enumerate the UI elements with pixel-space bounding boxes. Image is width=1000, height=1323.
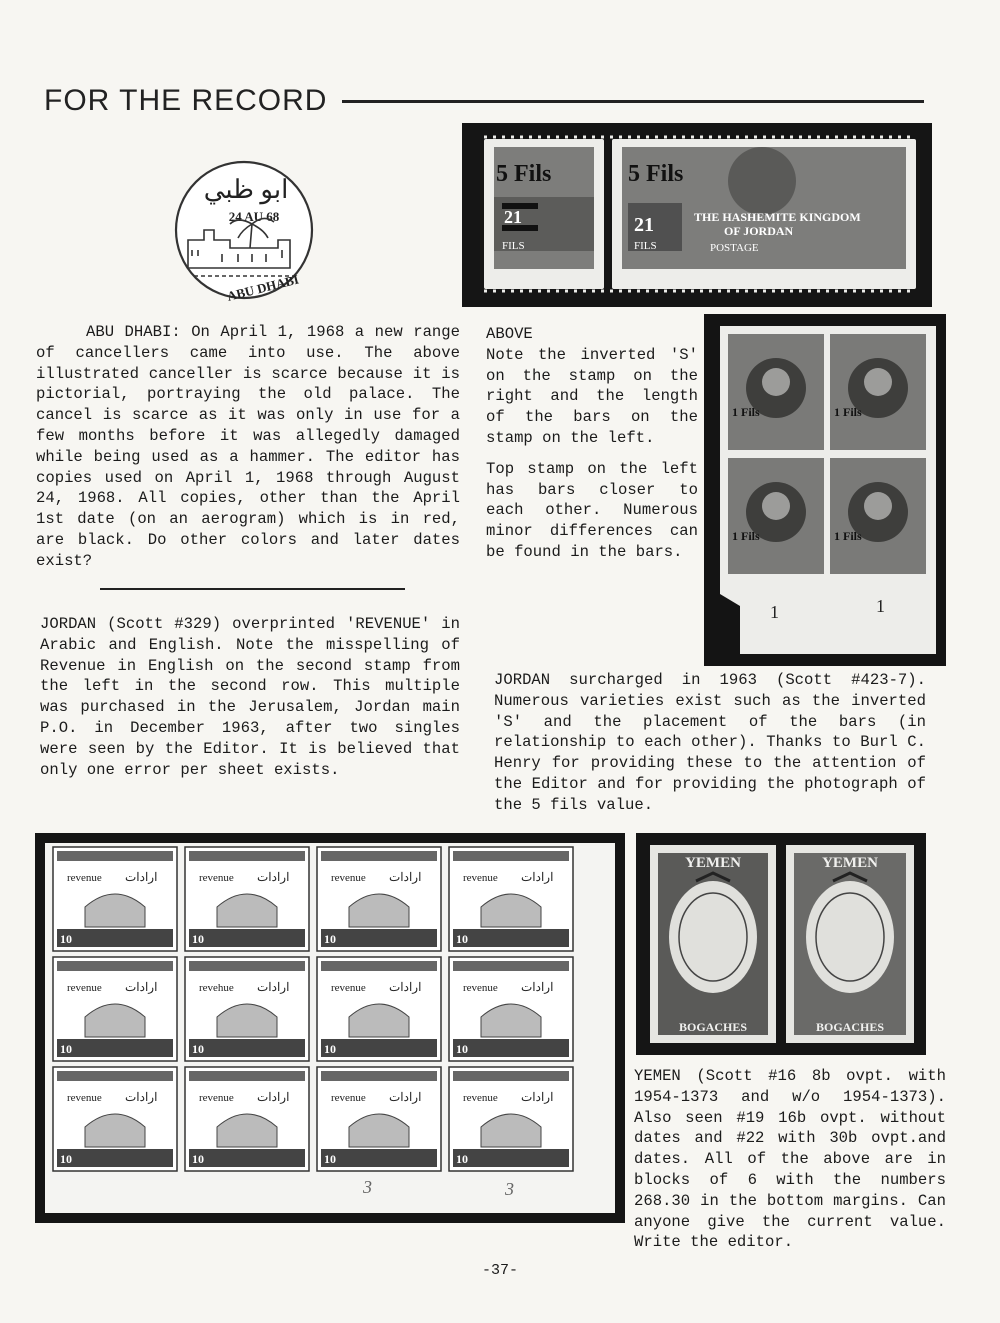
revenue-stamp-value: 10	[192, 1042, 204, 1056]
block-surcharge-2: 1 Fils	[834, 405, 862, 419]
revenue-stamp	[185, 957, 309, 1061]
revenue-overprint-ar: ارادات	[389, 1090, 422, 1104]
abu-dhabi-paragraph: ABU DHABI: On April 1, 1968 a new range of cancellers came into use. The above illustrated canceller is scarce because it is pictorial, portraying the old palace. The cancel is scarce as it was only in use for a few months before it was allegedly damaged while being used as a hammer. The editor has copies used on April 1, 1968 through August 24, 1968. All copies, other than the April 1st date (on an aerogram) which is in red, are black. Do other colors and later dates exist?	[36, 323, 460, 570]
revenue-overprint-en: revehue	[199, 982, 234, 994]
revenue-sheet-drawing	[35, 833, 625, 1223]
revenue-stamp	[185, 847, 309, 951]
revenue-overprint-ar: ارادات	[257, 1090, 290, 1104]
page-number: -37-	[481, 1262, 518, 1279]
right-stamp-value: 21	[634, 214, 654, 236]
revenue-stamp-value: 10	[192, 932, 204, 946]
revenue-stamp	[317, 847, 441, 951]
jordan-block-of-four-photo	[704, 314, 946, 666]
revenue-stamp-value: 10	[324, 1152, 336, 1166]
revenue-stamp-value: 10	[456, 1152, 468, 1166]
revenue-stamp-value: 10	[324, 932, 336, 946]
block-of-four-drawing	[704, 314, 946, 666]
revenue-overprint-ar: ارادات	[521, 1090, 554, 1104]
right-stamp-postage: POSTAGE	[710, 242, 759, 254]
above-caption-para-1: Note the inverted 'S' on the stamp on the right and the length of the bars on the stamp on the left.	[486, 345, 698, 447]
above-caption-heading: ABOVE	[486, 325, 533, 343]
revenue-overprint-en: revenue	[331, 872, 366, 884]
title-rule	[342, 100, 924, 103]
block-surcharge-3: 1 Fils	[732, 529, 760, 543]
cancel-place-text: ABU DHABI	[225, 271, 301, 304]
block-margin-number-1: 1	[770, 602, 779, 622]
left-stamp-currency: FILS	[502, 240, 525, 252]
revenue-stamp	[449, 1067, 573, 1171]
jordan-surcharge-paragraph: JORDAN surcharged in 1963 (Scott #423-7). Numerous varieties exist such as the inverted 'S' and the placement of the bars (in relationship to each other). Thanks to Burl C. Henry for providing these to the attention of the Editor and for providing the photograph of the 5 fils value.	[494, 671, 926, 814]
left-stamp-surcharge: 5 Fils	[496, 161, 552, 187]
revenue-overprint-ar: ارادات	[521, 980, 554, 994]
revenue-stamp	[449, 847, 573, 951]
stamp-pair-drawing	[462, 123, 932, 307]
jordan-revenue-sheet-photo	[35, 833, 625, 1223]
block-margin-number-2: 1	[876, 596, 885, 616]
jordan-surcharge-pair-photo	[462, 123, 932, 307]
cancel-date-text: 24 AU 68	[228, 209, 280, 224]
revenue-overprint-ar: ارادات	[389, 980, 422, 994]
revenue-stamp	[53, 847, 177, 951]
revenue-overprint-ar: ارادات	[125, 1090, 158, 1104]
revenue-stamp	[317, 1067, 441, 1171]
revenue-stamp-value: 10	[60, 932, 72, 946]
revenue-overprint-ar: ارادات	[389, 870, 422, 884]
left-stamp-value: 21	[504, 207, 522, 227]
yemen-stamps-photo	[636, 833, 926, 1055]
yemen-denomination-2: BOGACHES	[815, 1020, 885, 1034]
revenue-stamp-value: 10	[324, 1042, 336, 1056]
revenue-stamp-value: 10	[192, 1152, 204, 1166]
revenue-stamp-value: 10	[60, 1152, 72, 1166]
section-divider	[100, 588, 405, 590]
revenue-stamp	[449, 957, 573, 1061]
page-title: FOR THE RECORD	[44, 84, 328, 117]
revenue-overprint-ar: ارادات	[257, 980, 290, 994]
block-surcharge-4: 1 Fils	[834, 529, 862, 543]
revenue-stamp-value: 10	[60, 1042, 72, 1056]
jordan-revenue-paragraph: JORDAN (Scott #329) overprinted 'REVENUE' in Arabic and English. Note the misspelling of Revenue in English on the second stamp from the left in the second row. This multiple was purchased in the Jerusalem, Jordan main P.O. in December 1963, after two singles were seen by the Editor. It is believed that only one error per sheet exists.	[40, 615, 460, 779]
right-stamp-currency: FILS	[634, 240, 657, 252]
revenue-stamp-value: 10	[456, 1042, 468, 1056]
yemen-stamps-drawing	[636, 833, 926, 1055]
revenue-overprint-ar: ارادات	[125, 980, 158, 994]
right-stamp-surcharge: 5 Fils	[628, 161, 684, 187]
revenue-stamp	[317, 957, 441, 1061]
revenue-overprint-en: revenue	[199, 1092, 234, 1104]
revenue-stamp	[53, 957, 177, 1061]
above-caption-para-2: Top stamp on the left has bars closer to each other. Numerous minor differences can be found in the bars.	[486, 459, 698, 561]
cancel-arabic-text: ابو ظبي	[203, 175, 289, 204]
block-surcharge-1: 1 Fils	[732, 405, 760, 419]
right-stamp-country-1: THE HASHEMITE KINGDOM	[694, 210, 861, 224]
yemen-paragraph: YEMEN (Scott #16 8b ovpt. with 1954-1373 and w/o 1954-1373). Also seen #19 16b ovpt. without dates and #22 with 30b ovpt.and dates. All of the above are in blocks of 6 with the numbers 268.30 in the bottom margins. Can anyone give the current value. Write the editor.	[634, 1067, 946, 1252]
revenue-overprint-en: revenue	[67, 1092, 102, 1104]
above-caption	[486, 324, 698, 563]
yemen-denomination-1: BOGACHES	[678, 1020, 748, 1034]
revenue-margin-mark-2: 3	[505, 1179, 514, 1199]
revenue-stamp-value: 10	[456, 932, 468, 946]
revenue-margin-mark-1: 3	[363, 1177, 372, 1197]
yemen-country-1: YEMEN	[685, 855, 741, 871]
revenue-overprint-en: revenue	[331, 1092, 366, 1104]
revenue-overprint-ar: ارادات	[125, 870, 158, 884]
revenue-overprint-en: revenue	[331, 982, 366, 994]
yemen-country-2: YEMEN	[822, 855, 878, 871]
revenue-overprint-en: revenue	[67, 872, 102, 884]
revenue-overprint-ar: ارادات	[521, 870, 554, 884]
revenue-overprint-en: revenue	[67, 982, 102, 994]
revenue-overprint-en: revenue	[199, 872, 234, 884]
revenue-stamp	[53, 1067, 177, 1171]
revenue-overprint-en: revenue	[463, 1092, 498, 1104]
revenue-overprint-ar: ارادات	[257, 870, 290, 884]
revenue-overprint-en: revenue	[463, 872, 498, 884]
right-stamp-country-2: OF JORDAN	[724, 224, 794, 238]
revenue-overprint-en: revenue	[463, 982, 498, 994]
abu-dhabi-cancel-illustration	[168, 158, 320, 306]
revenue-stamp	[185, 1067, 309, 1171]
